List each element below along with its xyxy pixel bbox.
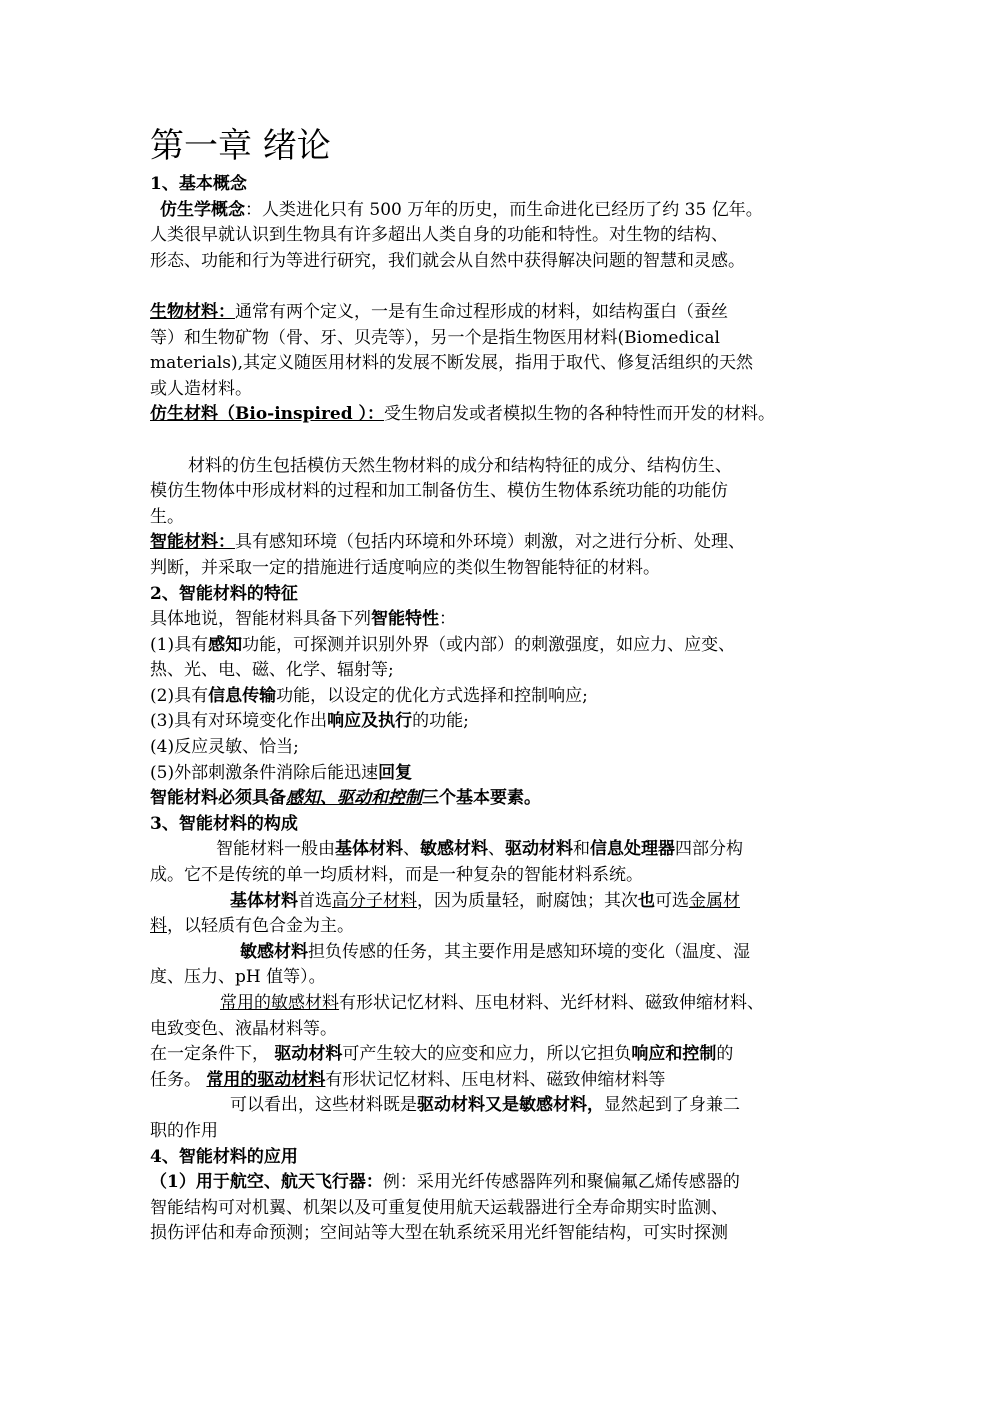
- smart-material-line-1: 智能材料：具有感知环境（包括内环境和外环境）刺激，对之进行分析、处理、: [150, 532, 745, 553]
- feature-item-5: (5)外部刺激条件消除后能迅速回复: [150, 762, 413, 783]
- section-heading-1: 1、基本概念: [150, 174, 247, 194]
- section-heading-2: 2、智能材料的特征: [150, 583, 298, 604]
- feature-item-2: (2)具有信息传输功能，以设定的优化方式选择和控制响应;: [150, 685, 588, 706]
- section-heading-4: 4、智能材料的应用: [150, 1146, 298, 1167]
- feature-item-1-cont: 热、光、电、磁、化学、辐射等;: [150, 660, 394, 681]
- biomaterial-line-1: 生物材料：通常有两个定义，一是有生命过程形成的材料，如结构蛋白（蚕丝: [150, 301, 728, 322]
- spacer: [150, 274, 855, 300]
- driving-material-line-2: 任务。 常用的驱动材料有形状记忆材料、压电材料、磁致伸缩材料等: [150, 1069, 666, 1090]
- application-line-1: （1）用于航空、航天飞行器：例：采用光纤传感器阵列和聚偏氟乙烯传感器的: [150, 1172, 740, 1193]
- feature-item-1: (1)具有感知功能，可探测并识别外界（或内部）的刺激强度，如应力、应变、: [150, 634, 736, 655]
- bionics-line-1: 仿生学概念：人类进化只有 500 万年的历史，而生命进化已经历了约 35 亿年。: [160, 199, 763, 220]
- document-page: [150, 122, 855, 1247]
- driving-material-line-1: 在一定条件下， 驱动材料可产生较大的应变和应力，所以它担负响应和控制的: [150, 1044, 734, 1065]
- bionics-line-2: 人类很早就认识到生物具有许多超出人类自身的功能和特性。对生物的结构、: [150, 225, 728, 246]
- matrix-material-line-1: 基体材料首选高分子材料，因为质量轻，耐腐蚀；其次也可选金属材: [230, 890, 740, 911]
- dual-role-line-1: 可以看出，这些材料既是驱动材料又是敏感材料，显然起到了身兼二: [230, 1095, 740, 1116]
- sensing-material-line-2: 度、压力、pH 值等）。: [150, 967, 326, 988]
- application-line-2: 智能结构可对机翼、机架以及可重复使用航天运载器进行全寿命期实时监测、: [150, 1197, 728, 1218]
- composition-line-2: 成。它不是传统的单一均质材料，而是一种复杂的智能材料系统。: [150, 865, 643, 886]
- common-sensing-line-1: 常用的敏感材料有形状记忆材料、压电材料、光纤材料、磁致伸缩材料、: [220, 993, 764, 1013]
- biomaterial-term: 生物材料：: [150, 301, 235, 322]
- biomimicry-line-2: 模仿生物体中形成材料的过程和加工制备仿生、模仿生物体系统功能的功能仿: [150, 481, 728, 502]
- composition-line-1: 智能材料一般由基体材料、敏感材料、驱动材料和信息处理器四部分构: [216, 839, 743, 860]
- common-sensing-line-2: 电致变色、液晶材料等。: [150, 1018, 337, 1039]
- biomaterial-line-2: 等）和生物矿物（骨、牙、贝壳等），另一个是指生物医用材料(Biomedical: [150, 327, 720, 348]
- section-heading-3: 3、智能材料的构成: [150, 813, 298, 834]
- smart-material-term: 智能材料：: [150, 532, 235, 553]
- features-intro: 具体地说，智能材料具备下列智能特性：: [150, 609, 456, 630]
- three-elements-line: 智能材料必须具备感知、驱动和控制三个基本要素。: [150, 788, 541, 809]
- bioinspired-line: 仿生材料（Bio-inspired ）：受生物启发或者模拟生物的各种特性而开发的材料。: [150, 404, 776, 425]
- matrix-material-line-2: 料，以轻质有色合金为主。: [150, 916, 354, 937]
- bionics-line-3: 形态、功能和行为等进行研究，我们就会从自然中获得解决问题的智慧和灵感。: [150, 250, 745, 271]
- spacer: [150, 428, 855, 454]
- dual-role-line-2: 职的作用: [150, 1120, 218, 1141]
- biomimicry-line-1: 材料的仿生包括模仿天然生物材料的成分和结构特征的成分、结构仿生、: [188, 455, 732, 476]
- biomimicry-line-3: 生。: [150, 506, 184, 527]
- chapter-title: 第一章 绪论: [150, 126, 331, 166]
- bioinspired-term: 仿生材料（Bio-inspired ）：: [150, 404, 385, 425]
- smart-material-line-2: 判断，并采取一定的措施进行适度响应的类似生物智能特征的材料。: [150, 557, 660, 578]
- bionics-term: 仿生学概念: [160, 199, 245, 220]
- feature-item-4: (4)反应灵敏、恰当;: [150, 737, 299, 758]
- biomaterial-line-3: materials),其定义随医用材料的发展不断发展，指用于取代、修复活组织的天然: [150, 353, 754, 374]
- application-line-3: 损伤评估和寿命预测；空间站等大型在轨系统采用光纤智能结构，可实时探测: [150, 1223, 728, 1244]
- biomaterial-line-4: 或人造材料。: [150, 378, 252, 399]
- sensing-material-line-1: 敏感材料担负传感的任务，其主要作用是感知环境的变化（温度、湿: [240, 941, 750, 962]
- feature-item-3: (3)具有对环境变化作出响应及执行的功能;: [150, 711, 469, 732]
